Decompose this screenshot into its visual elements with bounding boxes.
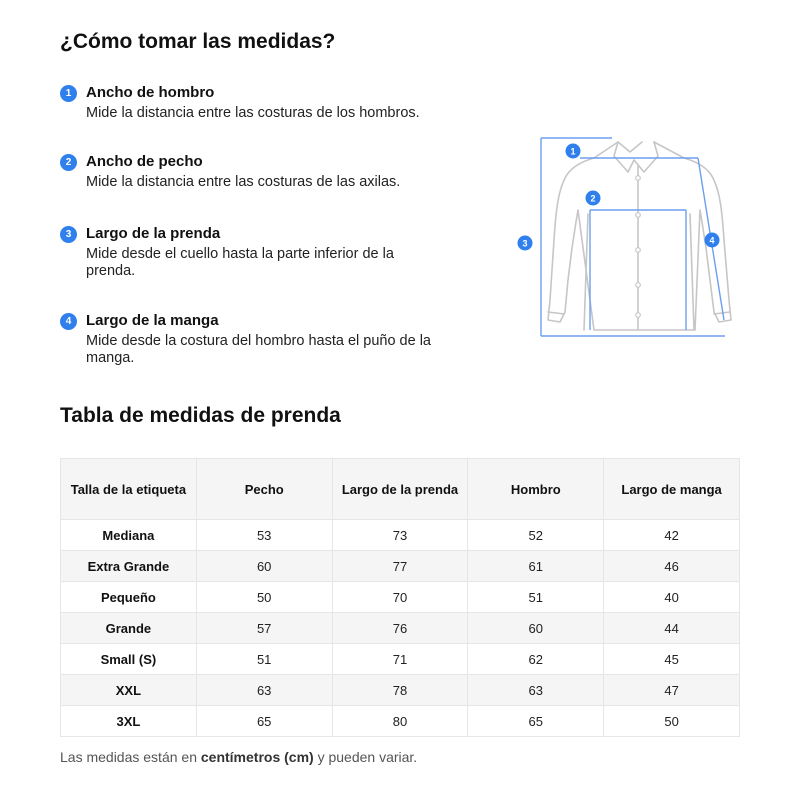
table-cell: 65 <box>468 706 604 737</box>
table-cell: 50 <box>604 706 740 737</box>
guide-title: ¿Cómo tomar las medidas? <box>60 30 336 53</box>
table-row <box>61 675 740 706</box>
table-cell: 51 <box>468 582 604 613</box>
size-label-cell: Pequeño <box>61 582 197 613</box>
size-label-cell: XXL <box>61 675 197 706</box>
table-cell: 57 <box>196 613 332 644</box>
size-label-cell: 3XL <box>61 706 197 737</box>
table-row <box>61 613 740 644</box>
column-header: Largo de manga <box>604 459 740 520</box>
step-description: Mide desde la costura del hombro hasta el puño de la manga. <box>86 333 431 366</box>
units-note <box>60 749 417 765</box>
size-label-cell: Grande <box>61 613 197 644</box>
table-cell: 76 <box>332 613 468 644</box>
column-header: Talla de la etiqueta <box>61 459 197 520</box>
table-cell: 61 <box>468 551 604 582</box>
table-cell: 45 <box>604 644 740 675</box>
step-description: Mide desde el cuello hasta la parte inferior de la prenda. <box>86 246 394 279</box>
marker-4-label: 4 <box>709 235 715 246</box>
step-number-badge: 2 <box>60 154 77 171</box>
size-table-title: Tabla de medidas de prenda <box>60 404 341 427</box>
table-row <box>61 551 740 582</box>
size-table <box>60 458 740 737</box>
shirt-measurement-diagram <box>510 130 750 345</box>
table-row <box>61 582 740 613</box>
column-header: Pecho <box>196 459 332 520</box>
step-title: Largo de la manga <box>86 312 219 329</box>
table-cell: 71 <box>332 644 468 675</box>
shirt-outline-icon <box>548 142 731 330</box>
step-title: Ancho de hombro <box>86 84 215 101</box>
table-cell: 77 <box>332 551 468 582</box>
note-prefix: Las medidas están en <box>60 749 201 765</box>
column-header: Largo de la prenda <box>332 459 468 520</box>
step-title: Ancho de pecho <box>86 153 203 170</box>
table-cell: 50 <box>196 582 332 613</box>
table-cell: 62 <box>468 644 604 675</box>
table-cell: 40 <box>604 582 740 613</box>
step-number-badge: 3 <box>60 226 77 243</box>
column-header: Hombro <box>468 459 604 520</box>
marker-2-label: 2 <box>590 193 596 204</box>
table-cell: 78 <box>332 675 468 706</box>
size-label-cell: Extra Grande <box>61 551 197 582</box>
table-cell: 47 <box>604 675 740 706</box>
table-cell: 65 <box>196 706 332 737</box>
measurement-lines <box>541 138 725 336</box>
table-row <box>61 520 740 551</box>
table-cell: 70 <box>332 582 468 613</box>
step-description: Mide la distancia entre las costuras de los hombros. <box>86 105 420 121</box>
table-cell: 53 <box>196 520 332 551</box>
step-number-badge: 1 <box>60 85 77 102</box>
table-cell: 42 <box>604 520 740 551</box>
step-description: Mide la distancia entre las costuras de las axilas. <box>86 174 401 190</box>
size-label-cell: Mediana <box>61 520 197 551</box>
table-cell: 44 <box>604 613 740 644</box>
table-cell: 73 <box>332 520 468 551</box>
table-cell: 60 <box>468 613 604 644</box>
table-cell: 60 <box>196 551 332 582</box>
step-title: Largo de la prenda <box>86 225 221 242</box>
table-row <box>61 644 740 675</box>
table-cell: 46 <box>604 551 740 582</box>
step-number-badge: 4 <box>60 313 77 330</box>
marker-3-label: 3 <box>522 238 528 249</box>
table-cell: 51 <box>196 644 332 675</box>
table-cell: 63 <box>468 675 604 706</box>
table-header-row <box>61 459 740 520</box>
table-cell: 80 <box>332 706 468 737</box>
table-cell: 52 <box>468 520 604 551</box>
table-cell: 63 <box>196 675 332 706</box>
table-row <box>61 706 740 737</box>
marker-1-label: 1 <box>570 146 576 157</box>
note-unit: centímetros (cm) <box>200 749 314 765</box>
size-label-cell: Small (S) <box>61 644 197 675</box>
note-suffix: y pueden variar. <box>313 749 418 765</box>
